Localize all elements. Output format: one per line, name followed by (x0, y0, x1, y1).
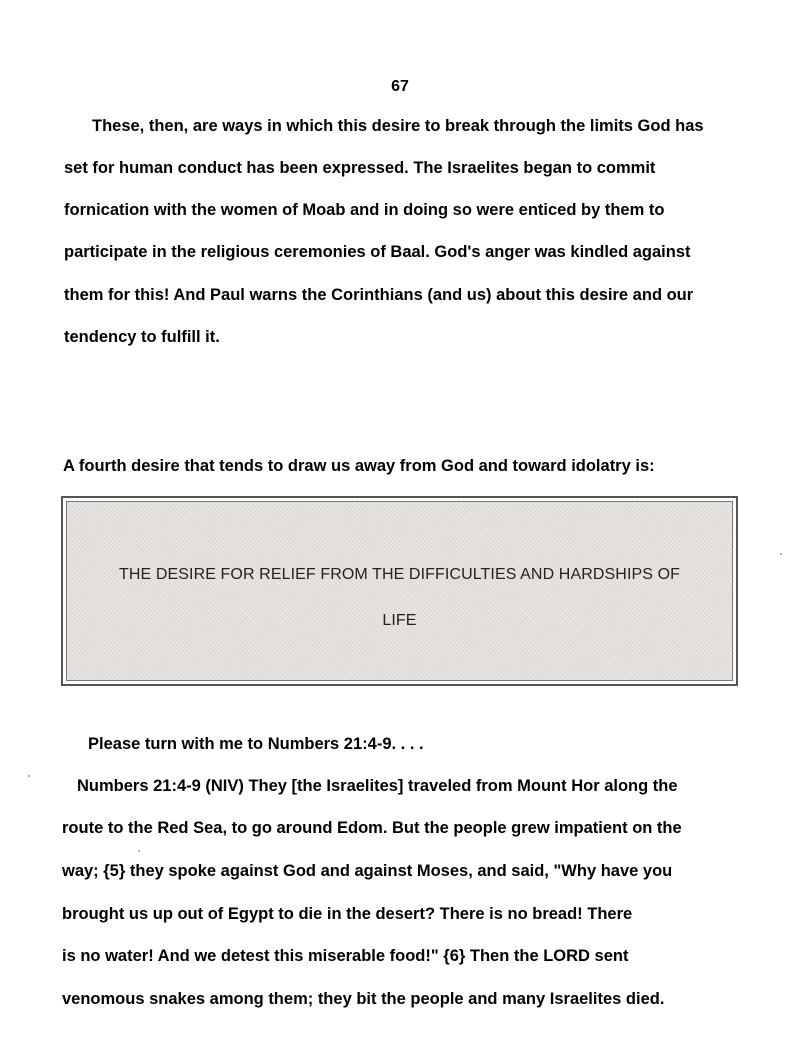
scripture-line: brought us up out of Egypt to die in the desert? There is no bread! There (62, 905, 633, 923)
scan-speck (28, 775, 30, 777)
callout-panel (66, 501, 733, 681)
callout-heading-line: LIFE (382, 612, 417, 629)
turn-instruction: Please turn with me to Numbers 21:4-9. . . . (88, 735, 424, 753)
paragraph-line: them for this! And Paul warns the Corinthians (and us) about this desire and our (64, 286, 694, 304)
scripture-line: Numbers 21:4-9 (NIV) They [the Israelites] traveled from Mount Hor along the (77, 777, 678, 795)
scan-speck (780, 553, 782, 555)
paragraph-line: fornication with the women of Moab and in doing so were enticed by them to (64, 201, 665, 219)
page-number: 67 (391, 78, 409, 95)
intro-line: A fourth desire that tends to draw us away from God and toward idolatry is: (63, 457, 655, 475)
scripture-line: venomous snakes among them; they bit the people and many Israelites died. (62, 990, 665, 1008)
callout-heading-line: THE DESIRE FOR RELIEF FROM THE DIFFICULTIES AND HARDSHIPS OF (118, 566, 681, 583)
paragraph-line: set for human conduct has been expressed. The Israelites began to commit (64, 159, 656, 177)
callout-box (61, 496, 738, 686)
scan-speck (138, 850, 140, 852)
paragraph-line: tendency to fulfill it. (64, 328, 220, 346)
scripture-line: way; {5} they spoke against God and against Moses, and said, "Why have you (62, 862, 673, 880)
scripture-line: route to the Red Sea, to go around Edom. But the people grew impatient on the (62, 819, 682, 837)
paragraph-line: participate in the religious ceremonies of Baal. God's anger was kindled against (64, 243, 691, 261)
paragraph-line: These, then, are ways in which this desire to break through the limits God has (92, 117, 704, 135)
scripture-line: is no water! And we detest this miserable food!" {6} Then the LORD sent (62, 947, 629, 965)
